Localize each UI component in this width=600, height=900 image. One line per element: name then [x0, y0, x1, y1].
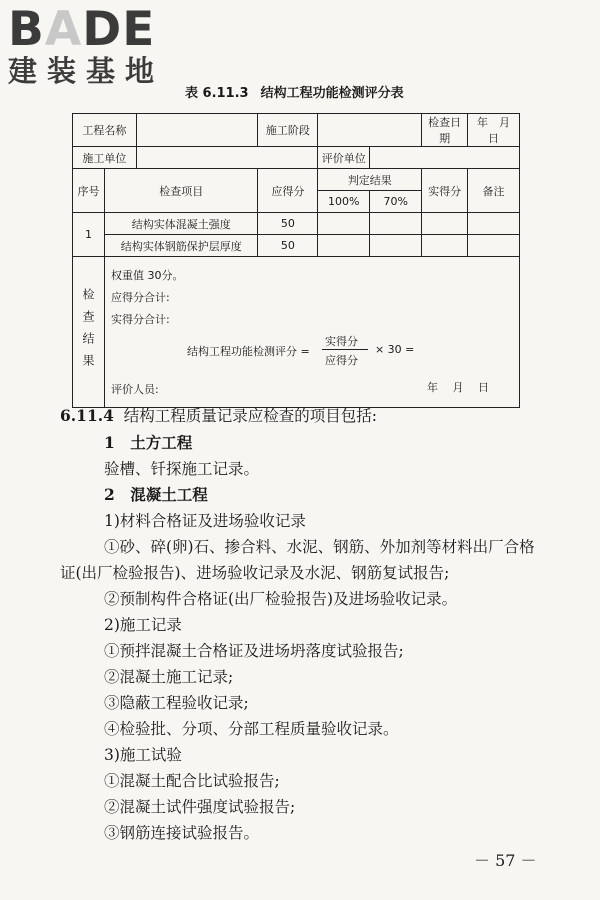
evaluation-date: 年 月 日: [426, 381, 489, 394]
header-item: 检查项目: [104, 169, 257, 213]
weight-text: 权重值 30分。: [110, 269, 184, 282]
formula-denominator: 应得分: [324, 354, 358, 367]
list-item: 3)施工试验: [104, 746, 182, 764]
evaluator-text: 评价人员:: [110, 383, 159, 396]
list-item: 2)施工记录: [104, 616, 182, 634]
row-item: 结构实体钢筋保护层厚度: [104, 235, 257, 257]
formula-label: 结构工程功能检测评分 =: [186, 345, 310, 358]
value-evaluation-unit: [370, 147, 520, 169]
logo: [8, 2, 165, 88]
section-heading: [60, 404, 377, 426]
label-inspection-date: 检查日期: [422, 114, 468, 147]
value-project-name: [136, 114, 258, 147]
table-row: [73, 235, 520, 257]
formula-multiplier: × 30 =: [374, 343, 415, 356]
header-note: 备注: [468, 169, 520, 213]
logo-subtitle: 建装基地: [8, 54, 165, 88]
list-item: ①预拌混凝土合格证及进场坍落度试验报告;: [104, 642, 404, 660]
total-actual-text: 实得分合计:: [110, 313, 170, 326]
value-inspection-date: 年 月 日: [468, 114, 520, 147]
list-item: ②混凝土试件强度试验报告;: [104, 798, 296, 816]
row-score: 50: [258, 235, 318, 257]
label-construction-unit: 施工单位: [73, 147, 137, 169]
list-item: ④检验批、分项、分部工程质量验收记录。: [104, 720, 399, 738]
total-due-text: 应得分合计:: [110, 291, 170, 304]
value-construction-unit: [136, 147, 317, 169]
page-number: － 57 －: [474, 851, 537, 870]
table-caption: [185, 82, 416, 101]
fraction-bar: [322, 349, 368, 350]
list-item: ②预制构件合格证(出厂检验报告)及进场验收记录。: [104, 590, 458, 608]
result-label: 检查结果: [73, 257, 105, 408]
label-construction-stage: 施工阶段: [258, 114, 318, 147]
list-item: 证(出厂检验报告)、进场验收记录及水泥、钢筋复试报告;: [60, 564, 450, 582]
result-cell: [104, 257, 519, 408]
list-item: 1 土方工程: [104, 433, 193, 452]
list-item: ③钢筋连接试验报告。: [104, 824, 260, 842]
logo-wordmark: BADE: [8, 2, 156, 57]
row-score: 50: [258, 213, 318, 235]
list-item: ①砂、碎(卵)石、掺合料、水泥、钢筋、外加剂等材料出厂合格: [104, 538, 535, 556]
list-item: 2 混凝土工程: [104, 485, 208, 504]
caption-title: 结构工程功能检测评分表: [260, 86, 404, 101]
list-item: ②混凝土施工记录;: [104, 668, 234, 686]
table-row: [73, 213, 520, 235]
row-number: 1: [73, 213, 105, 257]
header-actual: 实得分: [422, 169, 468, 213]
section-number: 6.11.4: [60, 406, 114, 425]
list-item: ③隐蔽工程验收记录;: [104, 694, 249, 712]
list-item: ①混凝土配合比试验报告;: [104, 772, 280, 790]
header-judge: 判定结果: [318, 169, 422, 191]
header-score: 应得分: [258, 169, 318, 213]
list-item: 验槽、钎探施工记录。: [104, 460, 260, 478]
formula-numerator: 实得分: [324, 335, 358, 348]
label-project-name: 工程名称: [73, 114, 137, 147]
row-item: 结构实体混凝土强度: [104, 213, 257, 235]
header-pct100: 100%: [318, 191, 370, 213]
header-seq: 序号: [73, 169, 105, 213]
evaluation-table: [72, 113, 520, 408]
caption-number: 表 6.11.3: [185, 86, 249, 101]
label-evaluation-unit: 评价单位: [318, 147, 370, 169]
list-item: 1)材料合格证及进场验收记录: [104, 512, 306, 530]
header-pct70: 70%: [370, 191, 422, 213]
value-construction-stage: [318, 114, 422, 147]
section-title: 结构工程质量记录应检查的项目包括:: [123, 407, 378, 425]
